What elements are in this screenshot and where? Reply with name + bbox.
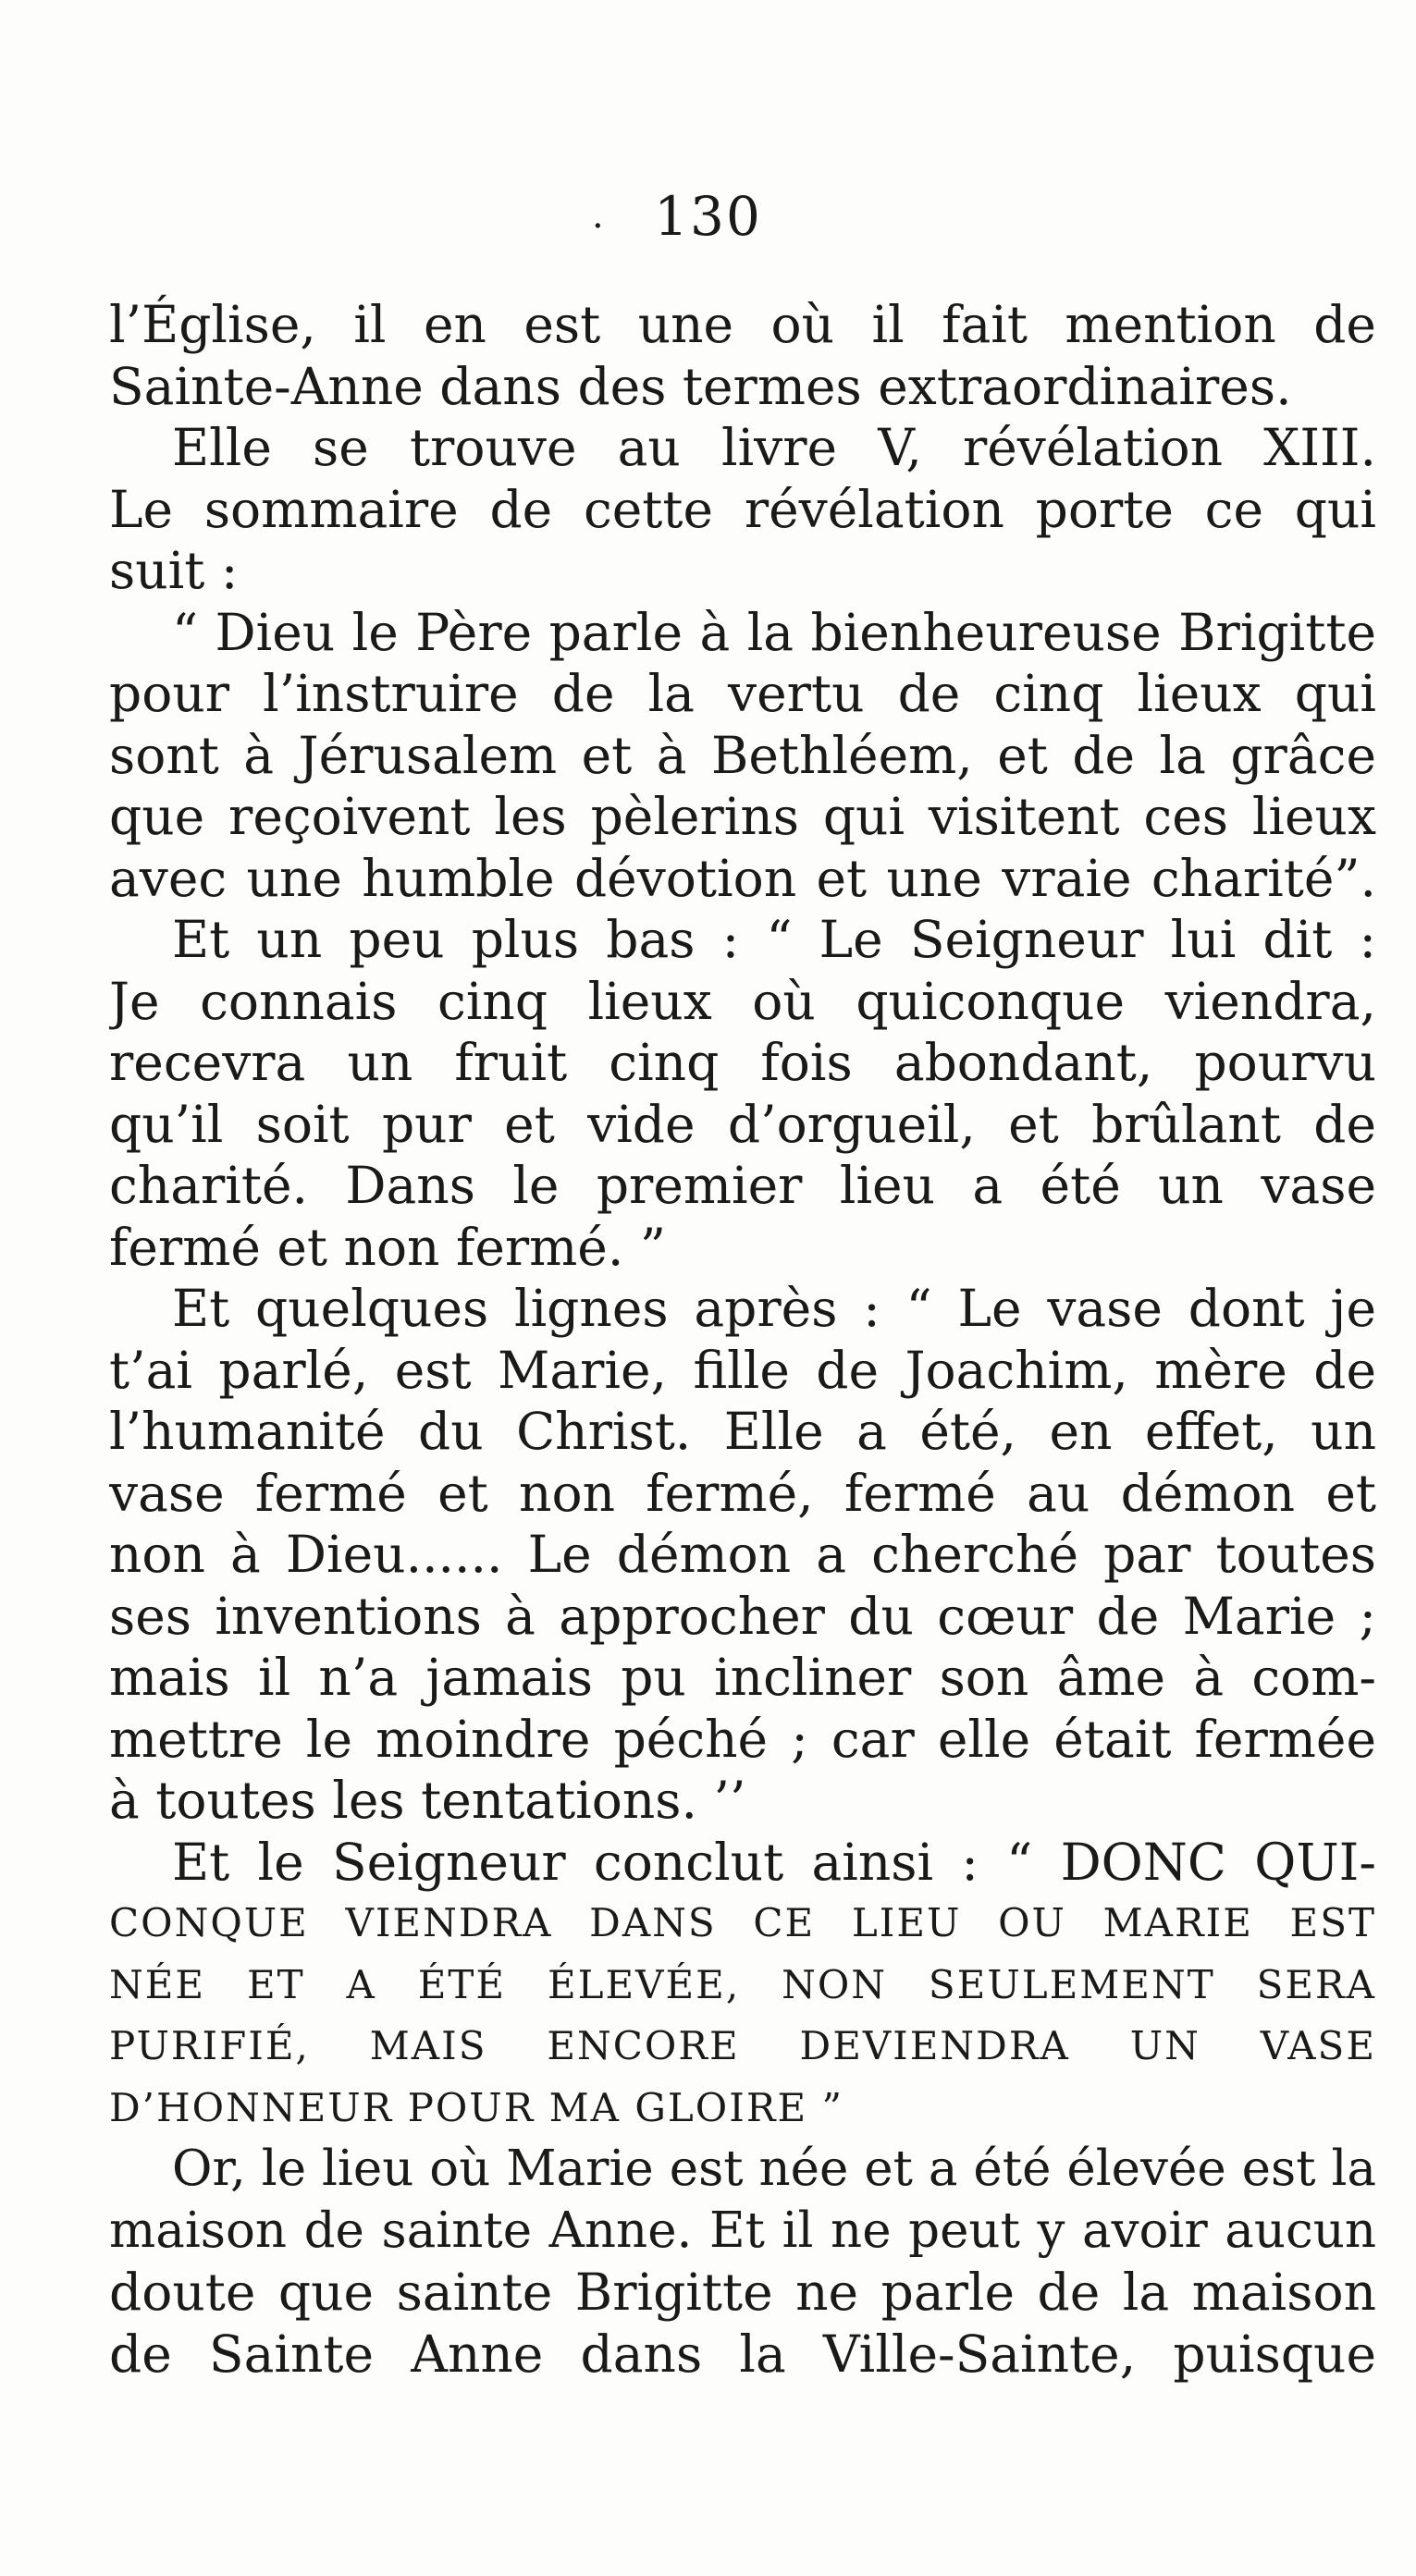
text-line: fermé et non fermé. ” [109,1217,666,1277]
text-line: de Sainte Anne dans la Ville-Sainte, puisque [109,2324,1376,2384]
paragraph-first-line: Et quelques lignes après : “ Le vase dont je [172,1279,1376,1338]
text-line: qu’il soit pur et vide d’orgueil, et brûlant de [109,1094,1376,1154]
text-line: suit : [109,541,239,600]
text-line: Sainte-Anne dans des termes extraordinaires. [109,356,1292,416]
paragraph-first-line: Et un peu plus bas : “ Le Seigneur lui dit : [172,910,1376,969]
small-caps-line: CONQUE VIENDRA DANS CE LIEU OU MARIE EST [109,1900,1376,1945]
text-line: pour l’instruire de la vertu de cinq lieux qui [109,664,1376,723]
text-line: recevra un fruit cinq fois abondant, pourvu [109,1033,1376,1092]
paragraph-first-line: “ Dieu le Père parle à la bienheureuse Brigitte [172,602,1376,662]
small-caps-line: PURIFIÉ, MAIS ENCORE DEVIENDRA UN VASE [109,2023,1376,2068]
text-line: à toutes les tentations. ’’ [109,1771,746,1830]
text-line: l’Église, il en est une où il fait mention de [109,295,1376,354]
text-line: sont à Jérusalem et à Bethléem, et de la grâce [109,725,1376,785]
page-number [0,185,1416,248]
text-line: maison de sainte Anne. Et il ne peut y avoir aucun [109,2202,1376,2259]
text-line: charité. Dans le premier lieu a été un vase [109,1156,1376,1215]
text-line: que reçoivent les pèlerins qui visitent ces lieux [109,787,1376,846]
paragraph-first-line: Or, le lieu où Marie est née et a été élevée est la [172,2141,1376,2197]
text-line: l’humanité du Christ. Elle a été, en effet, un [109,1402,1376,1461]
text-line: Je connais cinq lieux où quiconque viendra, [109,971,1376,1031]
small-caps-line: NÉE ET A ÉTÉ ÉLEVÉE, NON SEULEMENT SERA [109,1961,1376,2007]
text-line: vase fermé et non fermé, fermé au démon et [109,1463,1376,1523]
text-line: mettre le moindre péché ; car elle était fermée [109,1709,1376,1769]
text-line: non à Dieu...... Le démon a cherché par toutes [109,1525,1376,1584]
text-line: mais il n’a jamais pu incliner son âme à com- [109,1648,1376,1707]
text-line: doute que sainte Brigitte ne parle de la maison [109,2263,1376,2322]
margin-dot: · [592,205,606,248]
text-line: t’ai parlé, est Marie, fille de Joachim, mère de [109,1340,1376,1400]
text-line: ses inventions à approcher du cœur de Marie ; [109,1586,1376,1646]
text-line: Le sommaire de cette révélation porte ce qui [109,479,1376,539]
small-caps-line: D’HONNEUR POUR MA GLOIRE ” [109,2084,843,2130]
paragraph-first-line: Et le Seigneur conclut ainsi : “ DONC QUI- [172,1832,1376,1892]
body-text [109,294,1376,2385]
text-line: avec une humble dévotion et une vraie charité”. [109,848,1376,908]
paragraph-first-line: Elle se trouve au livre V, révélation XIII. [172,418,1376,477]
page-number-text: 130 [654,185,762,248]
